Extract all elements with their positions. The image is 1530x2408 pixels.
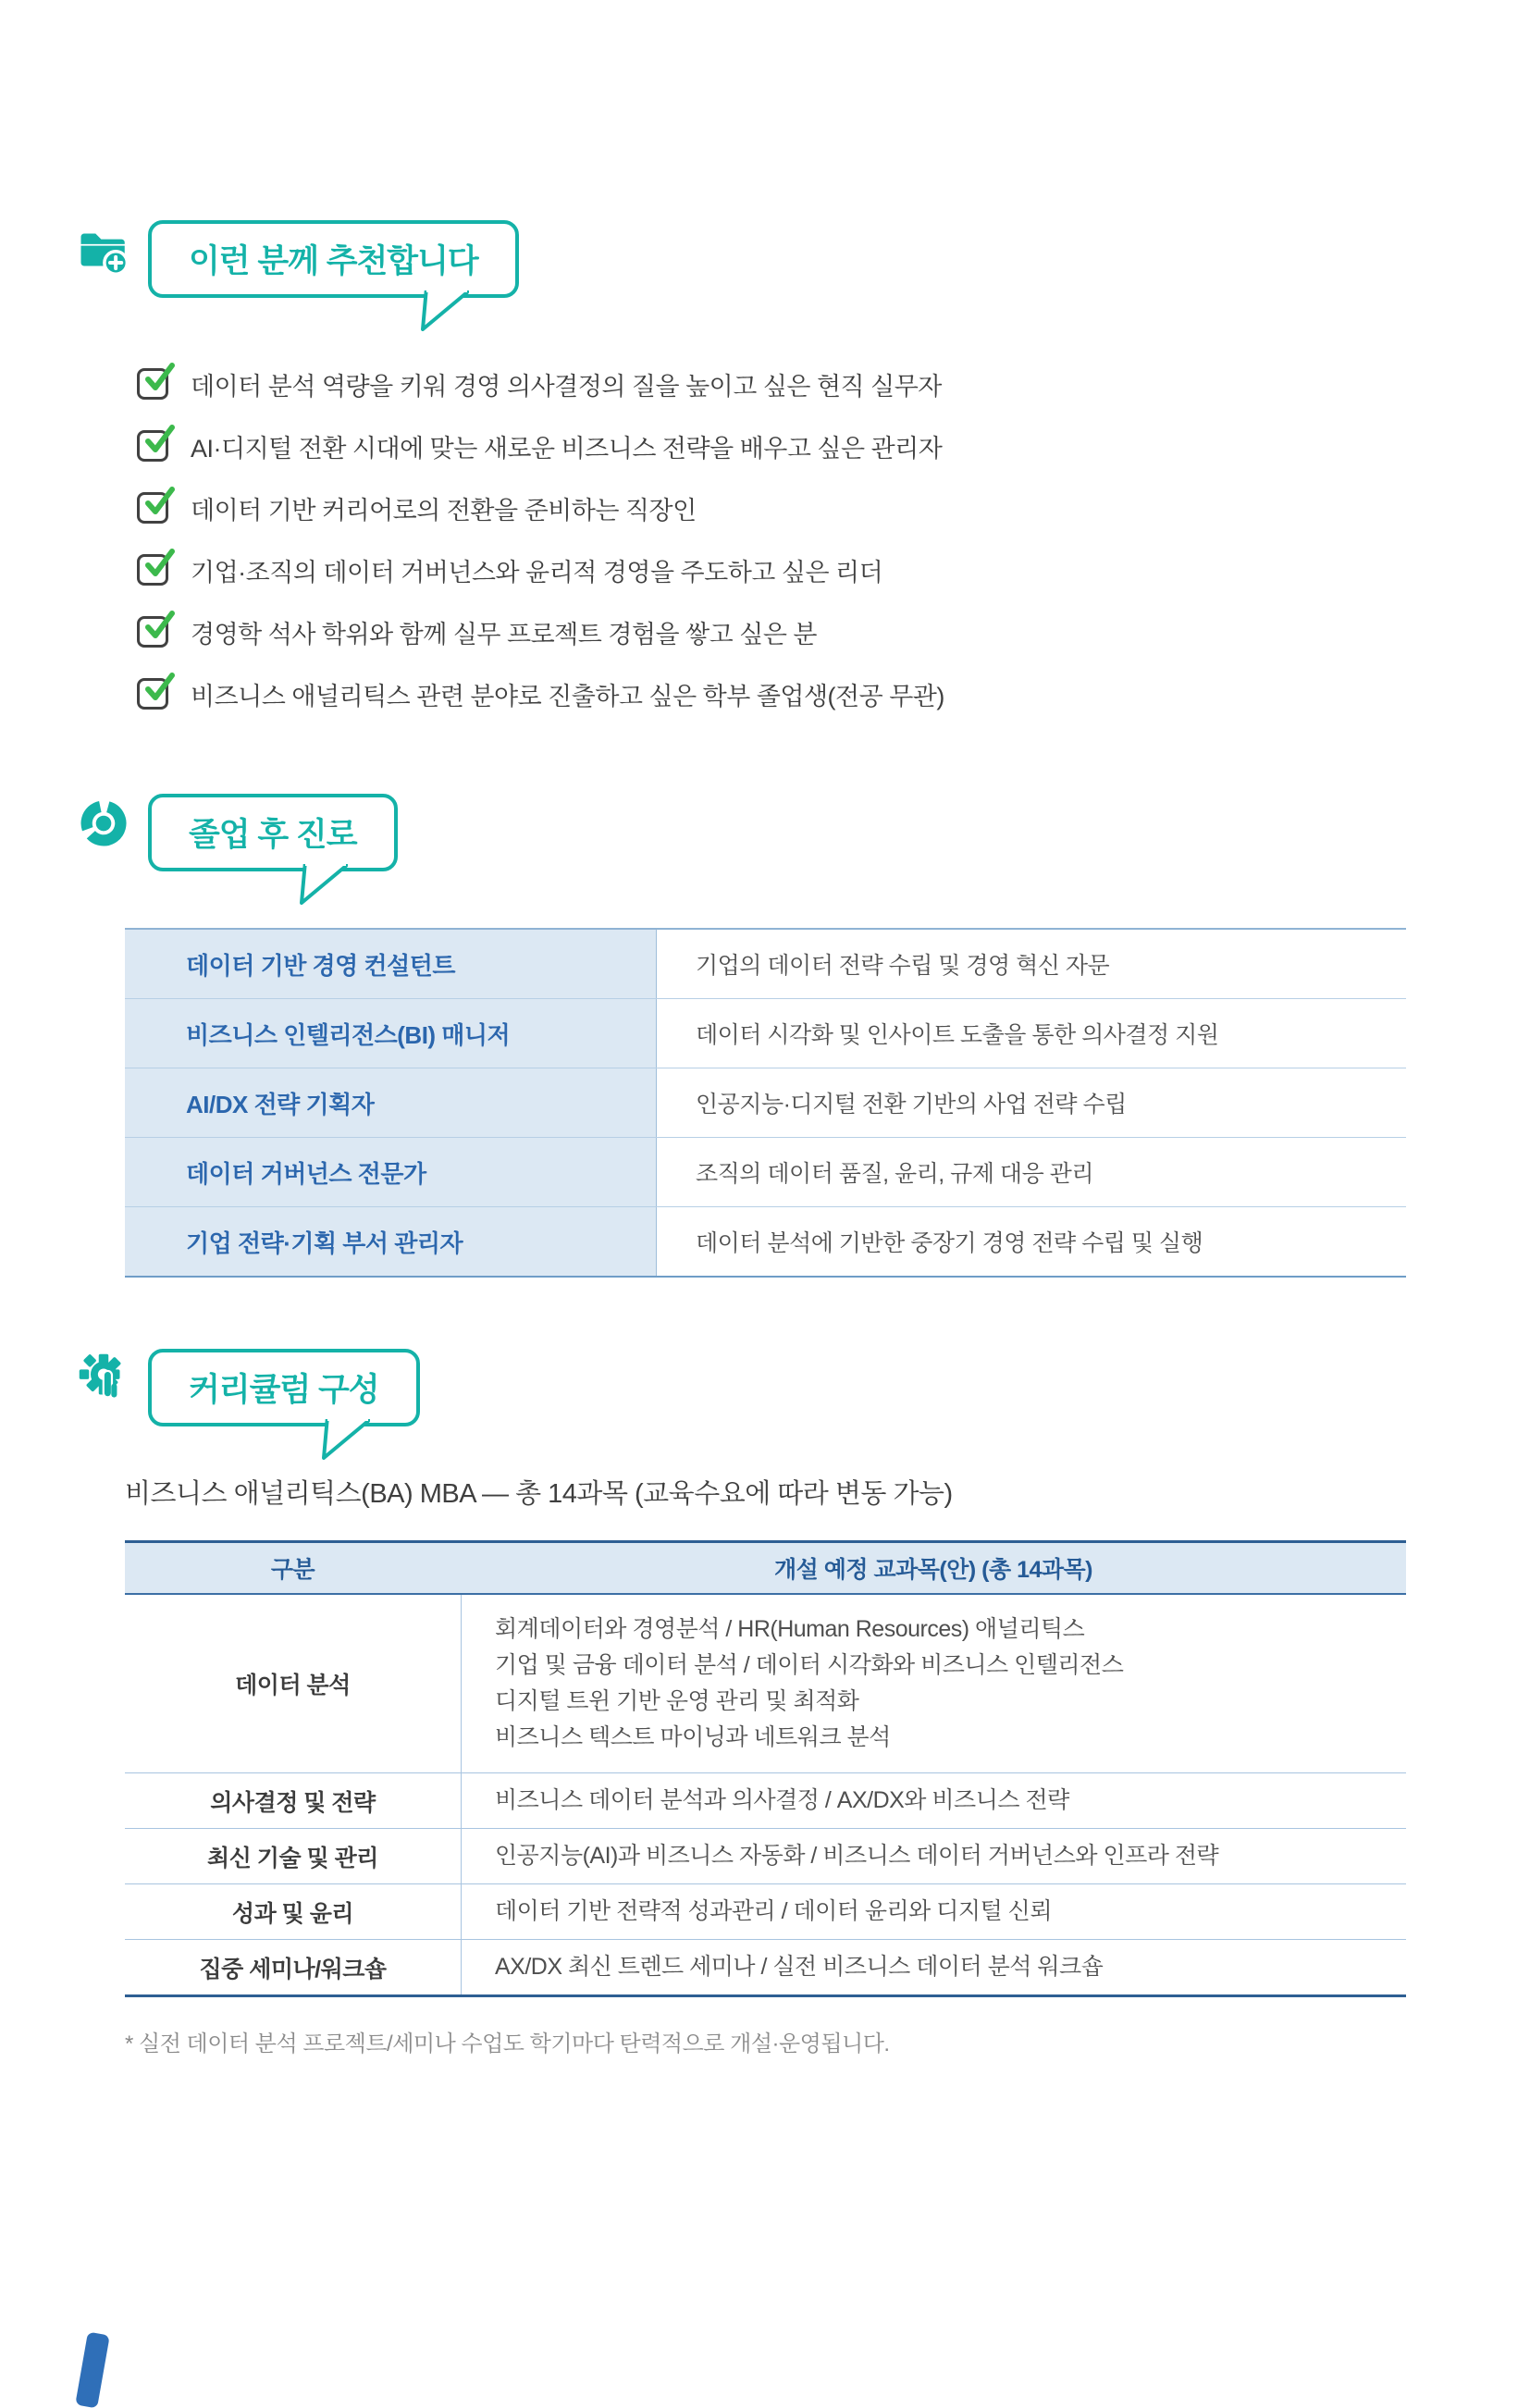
- checkbox-check-icon: [137, 368, 168, 400]
- curriculum-category: 집중 세미나/워크숍: [199, 1956, 387, 1982]
- career-row: [125, 1068, 1406, 1137]
- curriculum-row: [125, 1595, 1406, 1772]
- check-item: [137, 616, 1530, 648]
- check-item: [137, 554, 1530, 586]
- course-line: AX/DX 최신 트렌드 세미나 / 실전 비즈니스 데이터 분석 워크숍: [495, 1954, 1104, 1980]
- recommend-title-text: 이런 분께 추천합니다: [189, 243, 478, 279]
- checkbox-check-icon: [137, 430, 168, 462]
- course-line: 디지털 트윈 기반 운영 관리 및 최적화: [495, 1688, 859, 1714]
- curriculum-category: 성과 및 윤리: [231, 1900, 354, 1927]
- career-role: AI/DX 전략 기획자: [125, 1068, 656, 1137]
- check-item-label: 비즈니스 애널리틱스 관련 분야로 진출하고 싶은 학부 졸업생(전공 무관): [191, 682, 944, 710]
- check-item: [137, 678, 1530, 710]
- gear-hand-icon: [78, 1352, 130, 1404]
- career-description: 데이터 시각화 및 인사이트 도출을 통한 의사결정 지원: [656, 999, 1406, 1068]
- curriculum-row: [125, 1939, 1406, 1994]
- curriculum-courses: [461, 1829, 1406, 1883]
- career-row: [125, 998, 1406, 1068]
- curriculum-courses: [461, 1884, 1406, 1939]
- bubble-tail: [413, 290, 473, 331]
- checkbox-check-icon: [137, 616, 168, 648]
- curriculum-row: [125, 1828, 1406, 1883]
- career-row: [125, 1137, 1406, 1206]
- career-role: 기업 전략·기획 부서 관리자: [125, 1207, 656, 1276]
- check-item-label: 데이터 분석 역량을 키워 경영 의사결정의 질을 높이고 싶은 현직 실무자: [191, 372, 942, 401]
- curriculum-category: 최신 기술 및 관리: [207, 1845, 378, 1871]
- career-title-text: 졸업 후 진로: [189, 817, 357, 853]
- career-role: 비즈니스 인텔리전스(BI) 매니저: [125, 999, 656, 1068]
- check-item-label: 데이터 기반 커리어로의 전환을 준비하는 직장인: [191, 496, 697, 525]
- check-item: [137, 430, 1530, 462]
- page-corner-decoration: [75, 2332, 110, 2408]
- career-table: [125, 928, 1406, 1278]
- curriculum-table-header: [125, 1543, 1406, 1595]
- curriculum-footnote: * 실전 데이터 분석 프로젝트/세미나 수업도 학기마다 탄력적으로 개설·운영됩니다.: [125, 2031, 890, 2056]
- career-role: 데이터 거버넌스 전문가: [125, 1138, 656, 1206]
- curriculum-courses: [461, 1595, 1406, 1772]
- donut-chart-icon: [78, 797, 130, 849]
- career-section-header: [78, 794, 1530, 871]
- check-item: [137, 368, 1530, 400]
- recommend-section-header: [78, 220, 1530, 298]
- course-line: 기업 및 금융 데이터 분석 / 데이터 시각화와 비즈니스 인텔리전스: [495, 1652, 1124, 1678]
- career-description: 기업의 데이터 전략 수립 및 경영 혁신 자문: [656, 930, 1406, 998]
- course-line: 비즈니스 데이터 분석과 의사결정 / AX/DX와 비즈니스 전략: [495, 1787, 1069, 1813]
- course-line: 비즈니스 텍스트 마이닝과 네트워크 분석: [495, 1724, 891, 1750]
- curriculum-row: [125, 1883, 1406, 1939]
- career-description: 데이터 분석에 기반한 중장기 경영 전략 수립 및 실행: [656, 1207, 1406, 1276]
- brochure-page: [0, 220, 1530, 2384]
- curriculum-title-text: 커리큘럼 구성: [189, 1372, 379, 1408]
- curriculum-section-title: [148, 1349, 420, 1426]
- curriculum-courses: [461, 1773, 1406, 1828]
- career-section-title: [148, 794, 398, 871]
- check-item-label: 경영학 석사 학위와 함께 실무 프로젝트 경험을 쌓고 싶은 분: [191, 620, 817, 648]
- check-item-label: 기업·조직의 데이터 거버넌스와 윤리적 경영을 주도하고 싶은 리더: [191, 558, 883, 587]
- checkbox-check-icon: [137, 554, 168, 586]
- curriculum-table: [125, 1540, 1406, 1997]
- bubble-tail: [292, 864, 352, 905]
- career-description: 인공지능·디지털 전환 기반의 사업 전략 수립: [656, 1068, 1406, 1137]
- career-description: 조직의 데이터 품질, 윤리, 규제 대응 관리: [656, 1138, 1406, 1206]
- checkbox-check-icon: [137, 492, 168, 524]
- curriculum-category: 데이터 분석: [235, 1673, 351, 1698]
- check-item: [137, 492, 1530, 524]
- course-line: 회계데이터와 경영분석 / HR(Human Resources) 애널리틱스: [495, 1616, 1085, 1642]
- bubble-tail: [315, 1419, 374, 1460]
- course-line: 인공지능(AI)과 비즈니스 자동화 / 비즈니스 데이터 거버넌스와 인프라 전략: [495, 1843, 1219, 1869]
- curriculum-category: 의사결정 및 전략: [210, 1789, 376, 1816]
- curriculum-header-category: 구분: [270, 1557, 315, 1583]
- curriculum-section-header: [78, 1349, 1530, 1426]
- career-row: [125, 930, 1406, 998]
- curriculum-courses: [461, 1940, 1406, 1994]
- career-role: 데이터 기반 경영 컨설턴트: [125, 930, 656, 998]
- folder-plus-icon: [78, 224, 130, 276]
- course-line: 데이터 기반 전략적 성과관리 / 데이터 윤리와 디지털 신뢰: [495, 1898, 1052, 1924]
- curriculum-header-courses: 개설 예정 교과목(안) (총 14과목): [773, 1557, 1093, 1583]
- curriculum-row: [125, 1772, 1406, 1828]
- checkbox-check-icon: [137, 678, 168, 710]
- recommend-checklist: [137, 368, 1530, 710]
- recommend-section-title: [148, 220, 519, 298]
- check-item-label: AI·디지털 전환 시대에 맞는 새로운 비즈니스 전략을 배우고 싶은 관리자: [191, 434, 943, 463]
- curriculum-intro: 비즈니스 애널리틱스(BA) MBA — 총 14과목 (교육수요에 따라 변동 가능): [125, 1479, 953, 1509]
- career-row: [125, 1206, 1406, 1276]
